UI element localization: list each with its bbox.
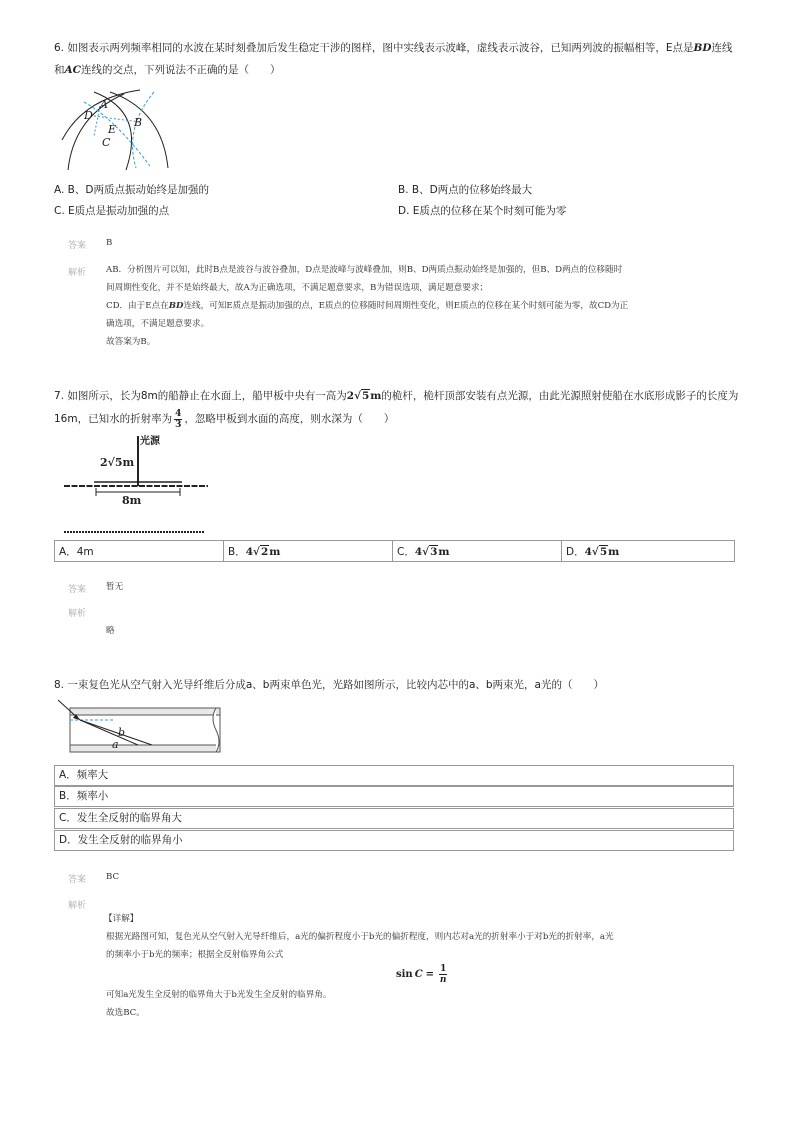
q7-refractive-index-fraction [174,409,182,430]
q6-analysis-line: 间周期性变化，并不是始终最大，故A为正确选项，不满足题意要求，B为错误选项，满足题意要求； [106,283,489,293]
q8-label-a: a [112,738,119,751]
q8-option-b[interactable]: B．频率小 [54,786,734,807]
q7-option-d-unit: m [608,545,620,558]
q7-stem-line2 [54,408,754,430]
q6-analysis-cd-start: CD．由于E点在 [106,301,169,311]
q7-answer-label: 答案 [68,585,87,595]
q7-frac-den: 3 [175,419,182,430]
q6-stem-text-end: 连线 [711,42,733,54]
q6-option-c[interactable]: C. E质点是振动加强的点 [54,205,170,217]
q7-fig-height-label: 2√5m [100,456,135,469]
q8-fiber-figure [56,698,226,760]
q7-option-b[interactable] [224,541,393,562]
q6-option-a[interactable]: A. B、D两质点振动始终是加强的 [54,184,209,196]
q7-stem-text: 7. 如图所示，长为8m的船静止在水面上，船甲板中央有一高为 [54,390,347,402]
q7-option-d-rad: 5 [599,545,608,558]
q6-interference-figure [54,88,176,170]
q7-option-d[interactable] [562,541,735,562]
q6-bd-symbol: BD [693,42,712,54]
q6-ac-symbol: AC [64,64,82,76]
q7-option-c-coef: 4 [414,545,423,558]
q6-analysis-cd-rest: 连线，可知E质点是振动加强的点，E质点的位移随时间周期性变化，则E质点的位移在某个时刻可能为零，故CD为正 [183,301,629,311]
q7-option-b-coef: 4 [245,545,254,558]
q7-height-rad: 5 [361,390,370,402]
q7-option-a-prefix: A． [59,545,77,558]
q7-option-c[interactable] [393,541,562,562]
q7-stem-text2: 16m，已知水的折射率为 [54,413,173,425]
q6-label-e: E [108,123,117,136]
q7-option-d-expr: 4√5m [584,545,620,558]
q7-options-table [54,540,735,562]
q7-fig-light-label: 光源 [140,436,160,447]
q7-option-d-prefix: D． [566,545,585,558]
q7-frac-num: 4 [175,408,182,419]
q8-formula-sin: sin [396,969,413,980]
q8-label-b: b [118,726,126,739]
q7-boat-figure [60,430,210,538]
q8-answer-value: BC [106,872,120,882]
q7-option-c-expr: 4√3m [414,545,450,558]
q7-analysis-label: 解析 [68,609,87,619]
q6-label-b: B [134,116,143,129]
q7-option-c-rad: 3 [430,545,438,558]
q7-height-expr: 2√5m [346,390,382,402]
q7-option-b-prefix: B． [228,545,246,558]
q6-label-d: D [84,109,93,122]
q7-stem-text-end: 的桅杆，桅杆顶部安装有点光源，由此光源照射使船在水底形成影子的长度为 [381,390,739,402]
q8-analysis-line-2: 的频率小于b光的频率；根据全反射临界角公式 [106,950,284,960]
q6-analysis-line [106,297,736,315]
q6-stem-text2: 和 [54,64,65,76]
q6-analysis-line: AB．分析图片可以知，此时B点是波谷与波谷叠加，D点是波峰与波峰叠加，则B、D两质点振动始终是加强的，但B、D两点的位移随时 [106,265,623,275]
q6-stem-line2 [54,59,744,81]
q8-option-c[interactable]: C．发生全反射的临界角大 [54,808,734,829]
q8-stem: 8. 一束复色光从空气射入光导纤维后分成a、b两束单色光，光路如图所示，比较内芯中的a、b两束光，a光的（ ） [54,679,604,691]
q6-analysis-line: 确选项，不满足题意要求。 [106,319,210,329]
q8-option-d[interactable]: D．发生全反射的临界角小 [54,830,734,851]
q7-option-d-coef: 4 [584,545,592,558]
q6-stem-text2-end: 连线的交点，下列说法不正确的是（ ） [81,64,281,76]
q8-formula-eq: = [425,969,435,980]
q6-crest-arc-3 [110,92,168,168]
q7-analysis: 略 [106,626,115,636]
q6-label-c: C [102,136,111,149]
q7-height-unit: m [370,390,382,402]
q8-analysis-line-4: 故选BC。 [106,1008,145,1018]
q6-analysis-line: 故答案为B。 [106,337,156,347]
q6-label-a: A [100,98,108,111]
q6-answer-label: 答案 [68,241,87,251]
q8-formula-den: n [439,975,447,985]
q7-option-b-rad: 2 [260,545,269,558]
q8-formula-num: 1 [440,964,447,974]
q7-answer-value: 暂无 [106,582,124,592]
q6-analysis-bd-symbol: BD [168,301,184,311]
q6-option-d[interactable]: D. E质点的位移在某个时刻可能为零 [398,205,567,217]
q8-analysis-line-3: 可知a光发生全反射的临界角大于b光发生全反射的临界角。 [106,990,332,1000]
q7-option-a[interactable] [55,541,224,562]
q7-option-a-text: 4m [76,545,94,558]
q7-option-b-unit: m [269,545,281,558]
q6-analysis [106,261,736,351]
q8-option-a[interactable]: A．频率大 [54,765,734,786]
q6-analysis-label: 解析 [68,268,87,278]
q8-analysis-line-1: 根据光路图可知，复色光从空气射入光导纤维后，a光的偏折程度小于b光的偏折程度，则内芯对a光的折射率小于对b光的折射率，a光 [106,932,614,942]
q8-detail-title: 【详解】 [104,914,139,924]
q7-stem-line1 [54,385,754,407]
q8-formula [396,964,449,985]
q8-analysis-label: 解析 [68,901,87,911]
q7-height-coef: 2 [346,390,355,402]
q7-fig-length-label: 8m [122,494,142,507]
q7-option-c-unit: m [438,545,450,558]
q6-stem-line1 [54,37,744,59]
q8-answer-label: 答案 [68,875,87,885]
q6-stem-text: 6. 如图表示两列频率相同的水波在某时刻叠加后发生稳定干涉的图样，图中实线表示波峰，虚线表示波谷，已知两列波的振幅相等，E点是 [54,42,694,54]
q8-formula-fraction [439,964,447,985]
q6-answer-value: B [106,238,113,248]
q7-option-b-expr: 4√2m [245,545,281,558]
q6-option-b[interactable]: B. B、D两点的位移始终最大 [398,184,533,196]
q8-formula-var: C [414,969,423,980]
q7-option-c-prefix: C． [397,545,415,558]
q7-stem-text2-end: ，忽略甲板到水面的高度，则水深为（ ） [184,413,395,425]
